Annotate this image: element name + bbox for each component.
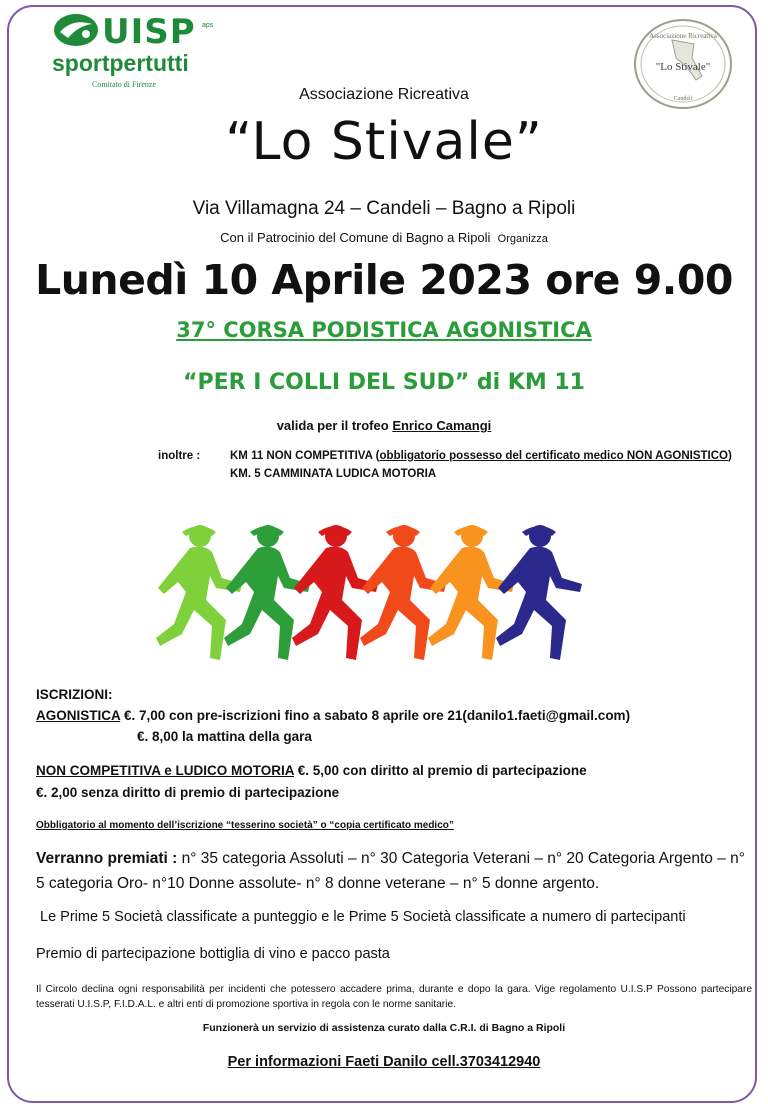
event-date: Lunedì 10 Aprile 2023 ore 9.00 [35, 256, 733, 304]
runner-silhouette [496, 525, 582, 660]
uisp-brand: UISP [102, 12, 196, 52]
nc-label: NON COMPETITIVA e LUDICO MOTORIA [36, 763, 295, 778]
prizes-label: Verranno premiati : [36, 850, 178, 867]
contact-info [0, 1054, 768, 1070]
uisp-aps: aps [202, 22, 214, 29]
extra-race-1 [230, 450, 732, 462]
registration-agonistica [36, 708, 630, 723]
seal-name: "Lo Stivale" [655, 61, 711, 73]
organizza-text: Organizza [497, 233, 548, 245]
disclaimer: Il Circolo declina ogni responsabilità per incidenti che potessero accadere prima, durante e dopo la gara. Vige regolamento U.I.S.P Possono partecipare tesserati U.I.S.P, F.I.D.A.L. e altri enti di promozione sportiva in regola con le norme sanitarie. [36, 984, 752, 1010]
trophy-prefix: valida per il trofeo [276, 418, 389, 433]
societies-prizes: Le Prime 5 Società classificate a punteggio e le Prime 5 Società classificate a numero di partecipanti [40, 909, 686, 925]
registration-heading: ISCRIZIONI: [36, 687, 113, 702]
uisp-committee: Comitato di Firenze [92, 80, 156, 89]
prizes-line-2: 5 categoria Oro- n°10 Donne assolute- n° 8 donne veterane – n° 5 donne argento. [36, 875, 600, 892]
agonistica-price-2: €. 8,00 la mattina della gara [137, 729, 312, 744]
registration-non-competitiva [36, 763, 587, 778]
mandatory-text: Obbligatorio al momento dell’iscrizione “tesserino società” o “copia certificato medico” [36, 820, 454, 831]
extra-race-1-note: obbligatorio possesso del certificato medico NON AGONISTICO [379, 450, 728, 462]
uisp-emblem-icon [52, 12, 102, 48]
extra-race-1-prefix: KM 11 NON COMPETITIVA ( [230, 450, 380, 462]
nc-price-1: €. 5,00 con diritto al premio di partecipazione [294, 763, 587, 778]
agonistica-price-1: €. 7,00 con pre-iscrizioni fino a sabato 8 aprile ore 21(danilo1.faeti@gmail.com) [120, 708, 631, 723]
trophy-line [0, 418, 768, 433]
prizes-line-1 [36, 850, 756, 868]
uisp-tagline: sportpertutti [52, 50, 189, 76]
seal-bottom-text: Candeli [673, 96, 693, 102]
extra-race-1-suffix: ) [727, 450, 732, 462]
assistance-note: Funzionerà un servizio di assistenza curato dalla C.R.I. di Bagno a Ripoli [202, 1022, 566, 1034]
seal-top-text: Associazione Ricreativa [649, 32, 717, 40]
prizes-text-1: n° 35 categoria Assoluti – n° 30 Categoria Veterani – n° 20 Categoria Argento – n° [177, 850, 745, 867]
address: Via Villamagna 24 – Candeli – Bagno a Ripoli [192, 198, 576, 219]
race-name: “PER I COLLI DEL SUD” di KM 11 [182, 370, 585, 395]
contact-text: Per informazioni Faeti Danilo cell.3703412940 [227, 1054, 541, 1070]
agonistica-label: AGONISTICA [36, 708, 121, 723]
runners-illustration [150, 518, 602, 668]
uisp-logo [50, 12, 220, 92]
nc-price-2: €. 2,00 senza diritto di premio di partecipazione [36, 785, 340, 800]
page-title: “Lo Stivale” [225, 112, 543, 172]
race-title: 37° CORSA PODISTICA AGONISTICA [176, 318, 592, 342]
patronage [0, 230, 768, 245]
patronage-text: Con il Patrocinio del Comune di Bagno a Ripoli [220, 230, 491, 245]
participation-prize: Premio di partecipazione bottiglia di vino e pacco pasta [36, 946, 390, 962]
trophy-name: Enrico Camangi [392, 418, 492, 433]
inoltre-label: inoltre : [158, 450, 201, 462]
extra-race-2: KM. 5 CAMMINATA LUDICA MOTORIA [230, 468, 437, 480]
mandatory-note [36, 820, 454, 831]
association-label: Associazione Ricreativa [299, 86, 469, 103]
